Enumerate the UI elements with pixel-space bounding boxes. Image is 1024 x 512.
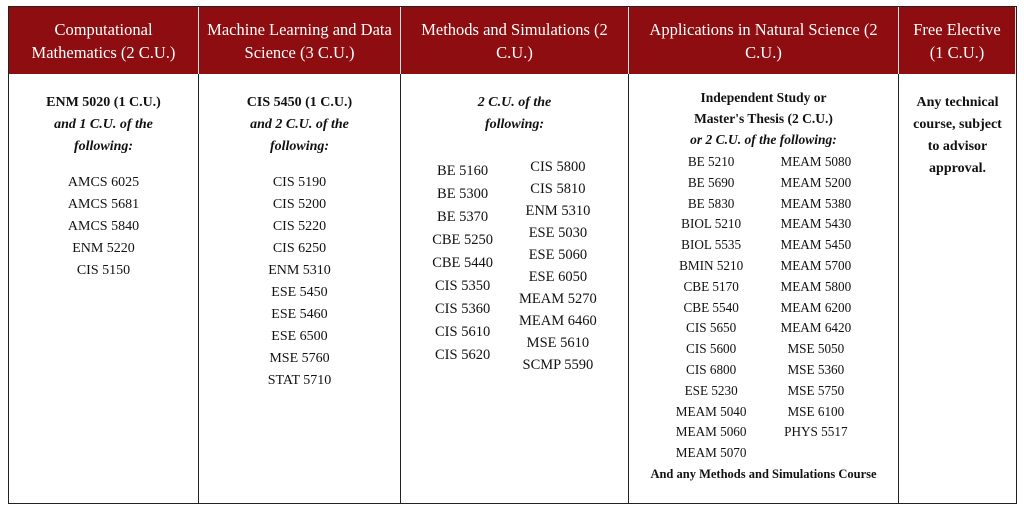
course-item: BMIN 5210 xyxy=(679,257,744,273)
course-item: MSE 5750 xyxy=(787,382,845,398)
course-item: MEAM 6420 xyxy=(780,320,852,336)
header-methods-simulations: Methods and Simulations (2 C.U.) xyxy=(401,7,629,74)
course-item: CBE 5440 xyxy=(432,255,494,271)
course-item: AMCS 5840 xyxy=(67,219,140,234)
course-item: MSE 5360 xyxy=(787,361,845,377)
course-item: CIS 5800 xyxy=(530,159,586,175)
course-item: BE 5830 xyxy=(687,195,735,211)
course-item: MEAM 5070 xyxy=(675,445,747,461)
course-item: ENM 5310 xyxy=(268,263,331,278)
course-item: MEAM 5450 xyxy=(780,237,852,253)
course-item: CIS 6800 xyxy=(686,361,737,377)
course-item: CIS 5620 xyxy=(435,347,491,363)
choice-note: 2 C.U. of the following: xyxy=(477,95,552,132)
course-item: MSE 5610 xyxy=(526,335,590,351)
course-item: BE 5160 xyxy=(437,163,489,179)
course-item: STAT 5710 xyxy=(267,373,332,388)
required-course: ENM 5020 (1 C.U.) xyxy=(46,95,161,110)
header-computational-mathematics: Computational Mathematics (2 C.U.) xyxy=(9,7,199,74)
course-item: CIS 5190 xyxy=(272,175,327,190)
course-list-right xyxy=(781,152,852,464)
course-item: MEAM 5200 xyxy=(780,174,852,190)
option-line-2: Master's Thesis (2 C.U.) xyxy=(694,111,833,126)
course-item: CIS 5350 xyxy=(435,278,491,294)
course-item: CIS 6250 xyxy=(272,241,327,256)
header-machine-learning: Machine Learning and Data Science (3 C.U.) xyxy=(199,7,401,74)
course-item: CBE 5540 xyxy=(683,299,739,315)
column-computational-mathematics xyxy=(9,74,199,503)
course-item: CIS 5610 xyxy=(435,324,491,340)
course-item: MEAM 5800 xyxy=(780,278,852,294)
course-item: BE 5210 xyxy=(687,154,735,169)
course-item: MEAM 5700 xyxy=(780,257,852,273)
course-list xyxy=(9,172,198,282)
course-item: ESE 5230 xyxy=(684,382,738,398)
requirements-table xyxy=(8,6,1017,504)
course-item: MSE 5050 xyxy=(787,341,845,357)
course-item: ESE 5030 xyxy=(528,225,588,241)
free-elective-text: Any technical course, subject to advisor approval. xyxy=(913,95,1002,176)
course-item: BIOL 5210 xyxy=(681,216,742,232)
course-list-left xyxy=(432,160,493,376)
course-item: CIS 5360 xyxy=(435,301,491,317)
course-item: MSE 5760 xyxy=(269,351,330,366)
course-item: BE 5370 xyxy=(437,209,489,225)
course-item: MEAM 6200 xyxy=(780,299,852,315)
course-list xyxy=(199,172,400,392)
course-item: ESE 5460 xyxy=(271,307,328,322)
course-item: MEAM 5060 xyxy=(675,424,747,440)
course-item: BE 5690 xyxy=(687,174,735,190)
course-item: ESE 6500 xyxy=(271,329,328,344)
header-free-elective: Free Elective (1 C.U.) xyxy=(899,7,1016,74)
course-item: CBE 5170 xyxy=(683,278,739,294)
course-item: MEAM 5080 xyxy=(780,154,852,169)
choice-note: or 2 C.U. of the following: xyxy=(690,132,837,147)
course-item: PHYS 5517 xyxy=(784,424,848,440)
course-item: BE 5300 xyxy=(437,186,489,202)
course-item: ESE 6050 xyxy=(528,269,588,285)
course-item: AMCS 5681 xyxy=(67,197,140,212)
course-item: CIS 5150 xyxy=(76,263,131,278)
choice-note: and 1 C.U. of the following: xyxy=(54,117,153,154)
column-machine-learning xyxy=(199,74,401,503)
option-line-1: Independent Study or xyxy=(700,90,827,105)
course-item: SCMP 5590 xyxy=(522,357,594,373)
course-item: ENM 5310 xyxy=(525,203,591,219)
course-item: CIS 5600 xyxy=(686,341,737,357)
course-item: CIS 5220 xyxy=(272,219,327,234)
course-item: ENM 5220 xyxy=(72,241,135,256)
footer-note: And any Methods and Simulations Course xyxy=(650,466,877,481)
required-course: CIS 5450 (1 C.U.) xyxy=(246,95,353,110)
course-item: MEAM 5270 xyxy=(519,291,597,307)
course-item: MEAM 5040 xyxy=(675,403,747,419)
course-item: MSE 6100 xyxy=(787,403,845,419)
column-free-elective xyxy=(899,74,1016,503)
course-item: MEAM 5380 xyxy=(780,195,852,211)
course-item: ESE 5450 xyxy=(271,285,328,300)
course-item: CIS 5200 xyxy=(272,197,327,212)
course-item: CIS 5650 xyxy=(686,320,737,336)
header-applications: Applications in Natural Science (2 C.U.) xyxy=(629,7,899,74)
course-item: CBE 5250 xyxy=(432,232,494,248)
column-applications xyxy=(629,74,899,503)
course-item: BIOL 5535 xyxy=(681,237,742,253)
course-list-right xyxy=(519,156,597,376)
column-methods-simulations xyxy=(401,74,629,503)
course-item: CIS 5810 xyxy=(530,181,586,197)
choice-note: and 2 C.U. of the following: xyxy=(250,117,349,154)
course-item: MEAM 6460 xyxy=(519,313,597,329)
course-item: ESE 5060 xyxy=(528,247,588,263)
course-item: MEAM 5430 xyxy=(780,216,852,232)
course-list-left xyxy=(676,152,747,464)
course-item: AMCS 6025 xyxy=(67,175,140,190)
